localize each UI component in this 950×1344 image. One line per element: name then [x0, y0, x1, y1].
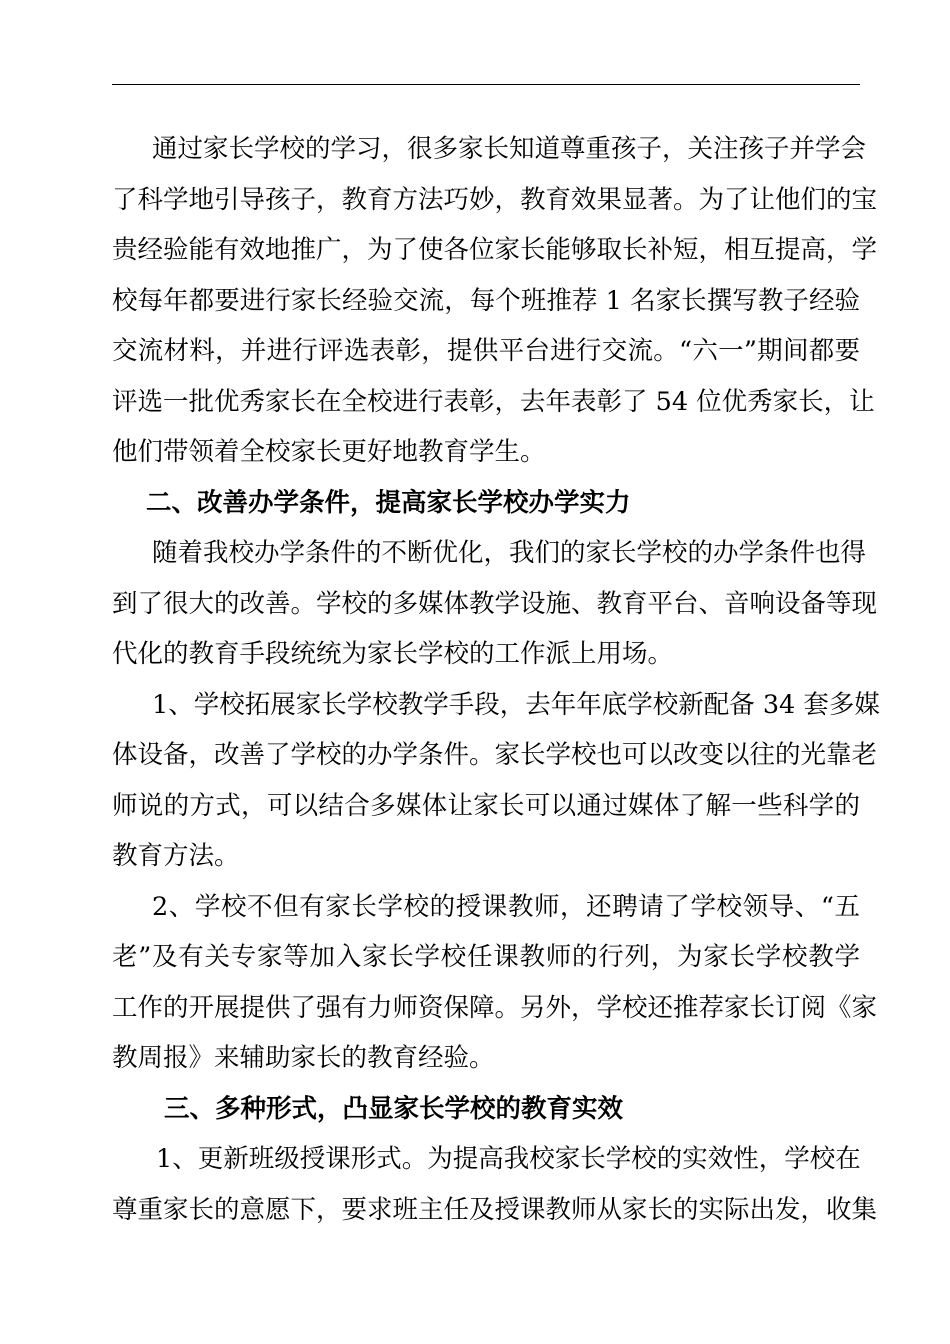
- text-line: 教周报》来辅助家长的教育经验。: [112, 1043, 495, 1073]
- paragraph-p5: [112, 1134, 878, 1235]
- text-line: 到了很大的改善。学校的多媒体教学设施、教育平台、音响设备等现: [112, 588, 878, 619]
- text-line: 尊重家长的意愿下，要求班主任及授课教师从家长的实际出发，收集: [112, 1194, 878, 1225]
- section-heading: 二、改善办学条件，提高家长学校办学实力: [146, 487, 631, 518]
- text-line: 老”及有关专家等加入家长学校任课教师的行列，为家长学校教学: [112, 942, 860, 972]
- section-heading: 三、多种形式，凸显家长学校的教育实效: [164, 1093, 624, 1124]
- text-line: 2、学校不但有家长学校的授课教师，还聘请了学校领导、“五: [152, 891, 860, 922]
- text-line: 他们带领着全校家长更好地教育学生。: [112, 437, 546, 467]
- section-heading-3: [112, 1084, 860, 1135]
- text-line: 评选一批优秀家长在全校进行表彰，去年表彰了 54 位优秀家长，让: [112, 386, 875, 417]
- text-line: 随着我校办学条件的不断优化，我们的家长学校的办学条件也得: [152, 538, 867, 568]
- paragraph-p1: [112, 124, 878, 478]
- text-line: 教育方法。: [112, 841, 240, 871]
- text-line: 代化的教育手段统统为家长学校的工作派上用场。: [112, 639, 674, 669]
- paragraph-p3: [112, 680, 880, 882]
- text-line: 1、更新班级授课形式。为提高我校家长学校的实效性，学校在: [156, 1144, 861, 1174]
- text-line: 1、学校拓展家长学校教学手段，去年年底学校新配备 34 套多媒: [152, 689, 880, 720]
- text-line: 工作的开展提供了强有力师资保障。另外，学校还推荐家长订阅《家: [112, 992, 878, 1023]
- text-line: 了科学地引导孩子，教育方法巧妙，教育效果显著。为了让他们的宝: [112, 184, 878, 215]
- text-line: 师说的方式，可以结合多媒体让家长可以通过媒体了解一些科学的: [112, 790, 860, 821]
- document-body: [112, 124, 880, 1235]
- section-heading-2: [112, 478, 860, 529]
- text-line: 交流材料，并进行评选表彰，提供平台进行交流。“六一”期间都要: [112, 336, 860, 366]
- text-line: 通过家长学校的学习，很多家长知道尊重孩子，关注孩子并学会: [152, 134, 867, 164]
- paragraph-p4: [112, 882, 878, 1084]
- text-line: 贵经验能有效地推广，为了使各位家长能够取长补短，相互提高，学: [112, 235, 878, 265]
- header-rule: [112, 84, 860, 85]
- text-line: 校每年都要进行家长经验交流，每个班推荐 1 名家长撰写教子经验: [112, 285, 860, 316]
- paragraph-p2: [112, 528, 878, 680]
- text-line: 体设备，改善了学校的办学条件。家长学校也可以改变以往的光靠老: [112, 740, 878, 770]
